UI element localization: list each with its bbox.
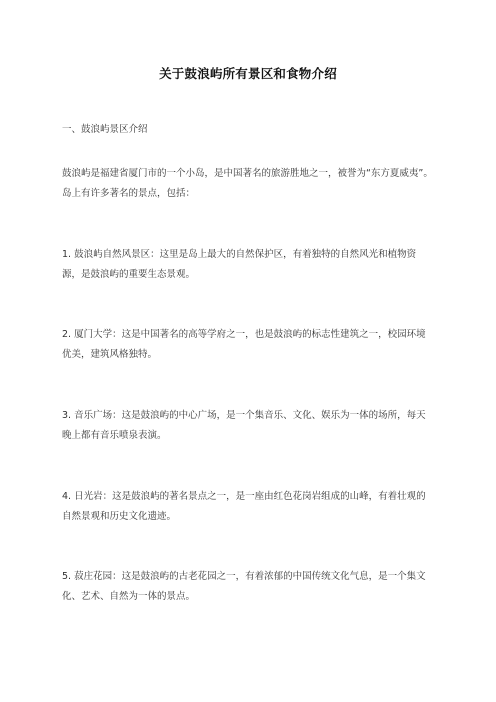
list-item-1: 1. 鼓浪屿自然风景区：这里是岛上最大的自然保护区，有着独特的自然风光和植物资源，是鼓浪屿的重要生态景观。	[62, 249, 417, 280]
section-heading: 一、鼓浪屿景区介绍	[62, 124, 148, 135]
intro-paragraph: 鼓浪屿是福建省厦门市的一个小岛，是中国著名的旅游胜地之一，被誉为“东方夏威夷”。岛上有许多著名的景点，包括：	[62, 168, 433, 199]
list-item-2: 2. 厦门大学：这是中国著名的高等学府之一，也是鼓浪屿的标志性建筑之一，校园环境优美，建筑风格独特。	[62, 329, 426, 360]
list-item-5: 5. 菽庄花园：这是鼓浪屿的古老花园之一，有着浓郁的中国传统文化气息，是一个集文化、艺术、自然为一体的景点。	[62, 571, 426, 602]
document-title: 关于鼓浪屿所有景区和食物介绍	[159, 66, 337, 81]
list-item-3: 3. 音乐广场：这是鼓浪屿的中心广场，是一个集音乐、文化、娱乐为一体的场所，每天晚上都有音乐喷泉表演。	[62, 410, 426, 441]
list-item-4: 4. 日光岩：这是鼓浪屿的著名景点之一，是一座由红色花岗岩组成的山峰，有着壮观的自然景观和历史文化遗迹。	[62, 491, 426, 522]
